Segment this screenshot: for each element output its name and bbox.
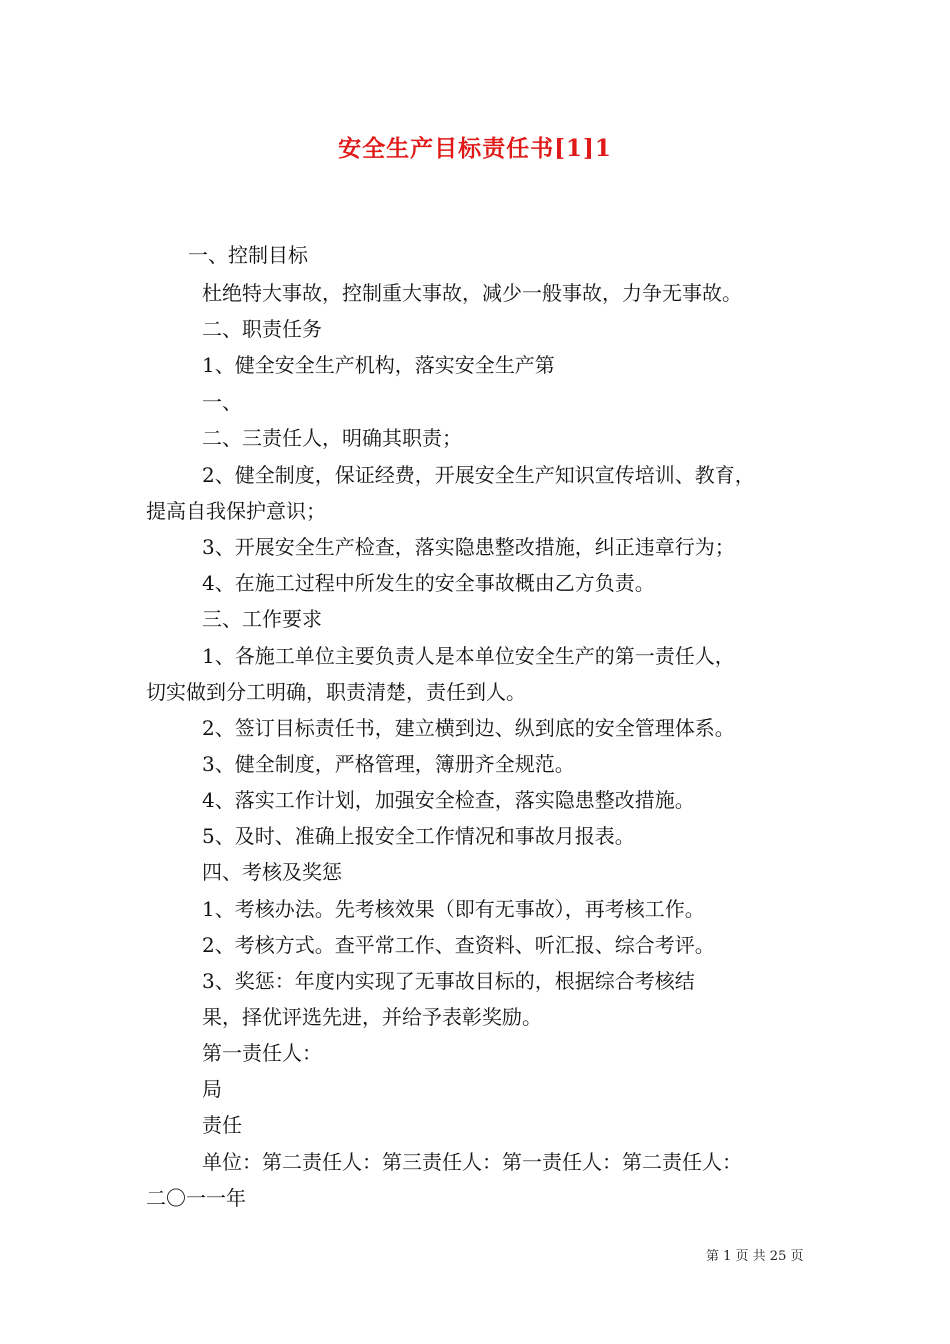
signature-label: 局 (202, 1077, 222, 1101)
body-line: 切实做到分工明确，职责清楚，责任到人。 (146, 680, 526, 704)
date-line: 二〇一一年 (146, 1186, 246, 1210)
section-heading: 三、工作要求 (202, 607, 322, 631)
page-number: 第 1 页 共 25 页 (706, 1249, 804, 1264)
body-line: 3、健全制度，严格管理，簿册齐全规范。 (202, 752, 575, 776)
body-line: 提高自我保护意识； (146, 499, 326, 523)
body-line: 3、开展安全生产检查，落实隐患整改措施，纠正违章行为； (202, 535, 735, 559)
section-heading: 二、职责任务 (202, 317, 322, 341)
body-line: 一、 (202, 390, 242, 414)
body-line: 2、健全制度，保证经费，开展安全生产知识宣传培训、教育， (202, 463, 755, 487)
signature-label: 第一责任人： (202, 1041, 322, 1065)
signature-label: 责任 (202, 1113, 242, 1137)
body-line: 1、各施工单位主要负责人是本单位安全生产的第一责任人， (202, 644, 735, 668)
signature-label: 单位：第二责任人：第三责任人：第一责任人：第二责任人： (202, 1150, 742, 1174)
body-line: 4、落实工作计划，加强安全检查，落实隐患整改措施。 (202, 788, 695, 812)
section-heading: 四、考核及奖惩 (202, 860, 342, 884)
body-line: 5、及时、准确上报安全工作情况和事故月报表。 (202, 824, 635, 848)
body-line: 2、考核方式。查平常工作、查资料、听汇报、综合考评。 (202, 933, 715, 957)
body-line: 1、健全安全生产机构，落实安全生产第 (202, 353, 555, 377)
body-line: 果，择优评选先进，并给予表彰奖励。 (202, 1005, 542, 1029)
body-line: 3、奖惩：年度内实现了无事故目标的，根据综合考核结 (202, 969, 695, 993)
body-line: 4、在施工过程中所发生的安全事故概由乙方负责。 (202, 571, 655, 595)
body-line: 1、考核办法。先考核效果（即有无事故），再考核工作。 (202, 897, 705, 921)
body-line: 杜绝特大事故，控制重大事故，减少一般事故，力争无事故。 (202, 281, 742, 305)
document-title: 安全生产目标责任书[1]1 (338, 135, 612, 162)
body-line: 2、签订目标责任书，建立横到边、纵到底的安全管理体系。 (202, 716, 735, 740)
body-line: 二、三责任人，明确其职责； (202, 426, 462, 450)
section-heading: 一、控制目标 (188, 243, 308, 267)
